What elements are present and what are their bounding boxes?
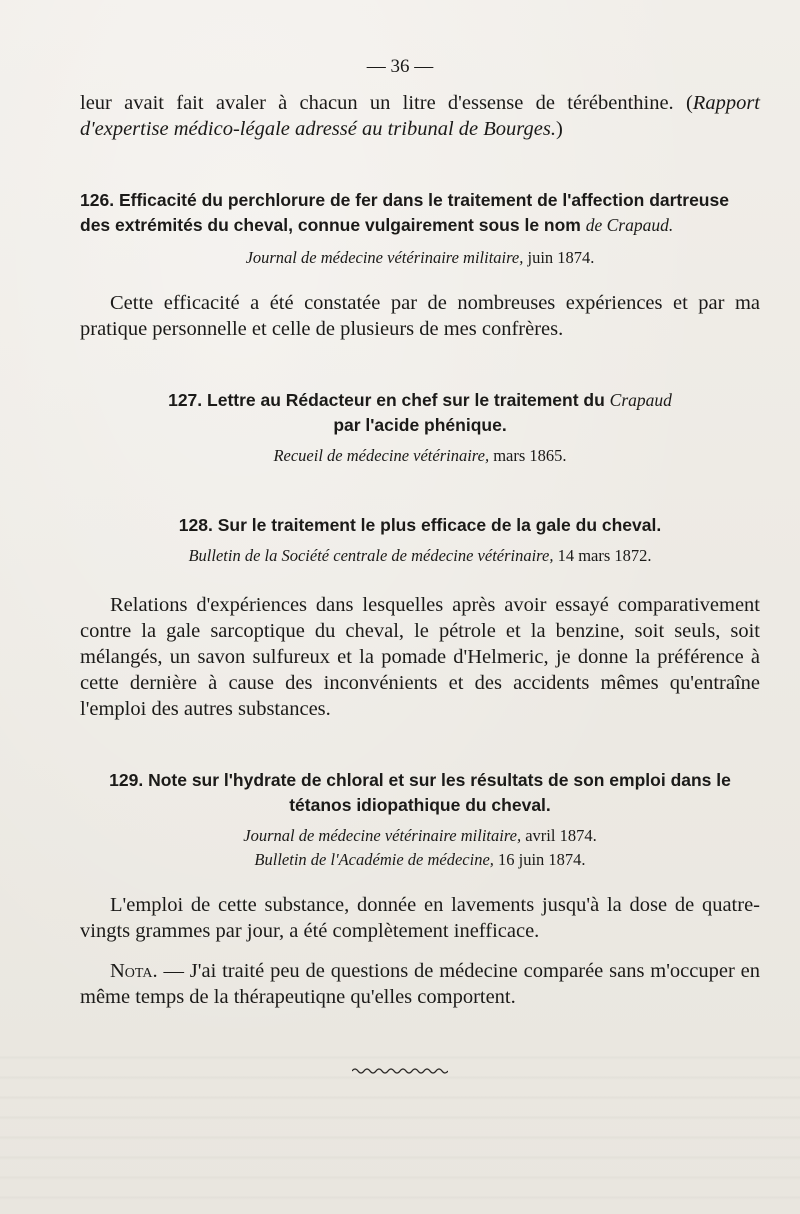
entry-128: [80, 513, 760, 538]
entry-title: [80, 513, 760, 538]
entry-title: [80, 388, 760, 438]
citation-date: juin 1874.: [527, 248, 595, 267]
citation-source: Journal de médecine vétérinaire militaire,: [243, 826, 522, 845]
citation-date: 14 mars 1872.: [557, 546, 652, 565]
entry-title: [80, 188, 760, 238]
entry-number: 129.: [109, 770, 144, 790]
citation-date: avril 1874.: [525, 826, 597, 845]
entry-title-italic: Crapaud: [609, 390, 672, 410]
entry-body: Relations d'expériences dans lesquelles après avoir essayé comparativement contre la gale sarcoptique du cheval, le pétrole et la benzine, soit seuls, soit mélangés, un savon sulfureux et la pomade d'Helmeric, je donne la préférence à cette dernière à cause des inconvénients et des accidents mêmes qu'entraîne l'emploi des autres substances.: [80, 594, 760, 720]
citation: [80, 824, 760, 848]
note-label: Nota.: [110, 960, 158, 982]
entry-129-body: [80, 892, 760, 944]
note-paragraph: [80, 958, 760, 1010]
page-number: — 36 —: [366, 56, 434, 77]
citation-source: Bulletin de la Société centrale de médecine vétérinaire,: [188, 546, 554, 565]
entry-body: Cette efficacité a été constatée par de nombreuses expériences et par ma pratique personnelle et celle de plusieurs de mes confrères.: [80, 292, 760, 340]
entry-title-italic: de Crapaud.: [585, 215, 674, 235]
entry-title-text: Note sur l'hydrate de chloral et sur les résultats de son emploi dans le tétanos idiopathique du cheval.: [148, 770, 731, 815]
entry-128-citation: [80, 544, 760, 568]
entry-128-body: [80, 592, 760, 722]
entry-title: [80, 768, 760, 818]
entry-number: 127.: [168, 390, 203, 410]
citation: [80, 246, 760, 270]
note-text: — J'ai traité peu de questions de médecine comparée sans m'occuper en même temps de la thérapeutiqne qu'elles comportent.: [80, 960, 760, 1008]
decorative-squiggle-rule: [352, 1067, 448, 1075]
entry-129-citations: [80, 824, 760, 872]
entry-title-text: Sur le traitement le plus efficace de la gale du cheval.: [217, 515, 662, 535]
citation-source: Recueil de médecine vétérinaire,: [273, 446, 490, 465]
entry-number: 126.: [80, 190, 115, 210]
intro-paragraph: [80, 90, 760, 142]
entry-body: L'emploi de cette substance, donnée en lavements jusqu'à la dose de quatre-vingts grammes par jour, a été complètement inefficace.: [80, 894, 760, 942]
entry-127-citation: [80, 444, 760, 468]
entry-129: [80, 768, 760, 818]
entry-126: [80, 188, 760, 238]
entry-126-citation: [80, 246, 760, 270]
citation: [80, 544, 760, 568]
entry-title-text: Efficacité du perchlorure de fer dans le traitement de l'affection dartreuse des extrémités du cheval, connue vulgairement sous le nom: [80, 190, 729, 235]
intro-text: leur avait fait avaler à chacun un litre d'essense de térébenthine. (: [80, 92, 693, 114]
entry-number: 128.: [178, 515, 213, 535]
citation: [80, 848, 760, 872]
citation-source: Journal de médecine vétérinaire militaire,: [245, 248, 524, 267]
entry-title-text: Lettre au Rédacteur en chef sur le traitement du: [207, 390, 605, 410]
citation-date: mars 1865.: [493, 446, 567, 465]
citation-source: Bulletin de l'Académie de médecine,: [254, 850, 494, 869]
intro-close: ): [555, 118, 563, 140]
citation: [80, 444, 760, 468]
entry-title-tail: par l'acide phénique.: [333, 415, 507, 435]
entry-127: [80, 388, 760, 438]
citation-date: 16 juin 1874.: [498, 850, 586, 869]
entry-126-body: [80, 290, 760, 342]
intro-reference: Rapport d'expertise médico-légale adressé au tribunal de Bourges.: [80, 92, 760, 140]
